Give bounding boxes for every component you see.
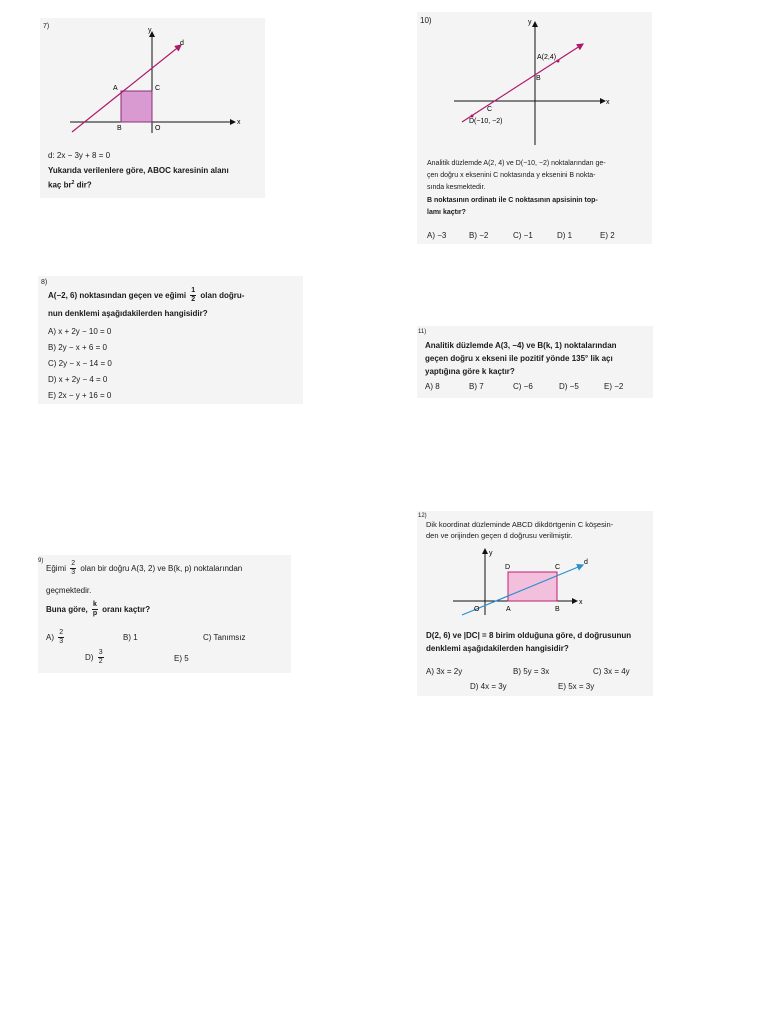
q10-text3: sında kesmektedir.	[427, 184, 486, 191]
numerator: 3	[98, 649, 103, 657]
option-d[interactable]: D) 4x = 3y	[470, 682, 507, 691]
label-d: d	[180, 40, 184, 47]
option-d-fraction	[98, 649, 104, 666]
label-o: O	[474, 606, 480, 613]
q12-bold2: denklemi aşağıdakilerden hangisidir?	[426, 644, 569, 653]
label-y: y	[528, 19, 532, 26]
denominator: 2	[98, 658, 103, 666]
q7-question-line1: Yukarıda verilenlere göre, ABOC karesinin alanı	[48, 166, 229, 175]
label-c: C	[555, 564, 561, 571]
q9-line1	[46, 557, 242, 581]
label-d-point: D	[505, 564, 511, 571]
option-c[interactable]: C) −1	[513, 231, 533, 240]
label-a: A(2,4)	[537, 54, 557, 61]
label-b: B	[117, 125, 122, 132]
q8-bold1	[48, 284, 244, 308]
question-number: 10)	[420, 16, 432, 25]
q8-bold2: nun denklemi aşağıdakilerden hangisidir?	[48, 309, 208, 318]
option-a[interactable]	[46, 627, 66, 649]
option-b[interactable]: B) 2y − x + 6 = 0	[48, 343, 107, 352]
question-number: 9)	[38, 558, 44, 564]
q12-bold1: D(2, 6) ve |DC| = 8 birim olduğuna göre, d doğrusunun	[426, 631, 632, 640]
q10-text2: çen doğru x eksenini C noktasında y eksenini B nokta-	[427, 172, 596, 179]
label-y: y	[489, 550, 493, 557]
q10-text1: Analitik düzlemde A(2, 4) ve D(−10, −2) noktalarından ge-	[427, 160, 606, 167]
question-8	[38, 276, 303, 404]
option-b[interactable]: B) 7	[469, 382, 484, 391]
option-d[interactable]	[85, 647, 106, 669]
q12-text1: Dik koordinat düzleminde ABCD dikdörtgenin C köşesin-	[426, 520, 614, 529]
q12-text2: den ve orijinden geçen d doğrusu verilmiştir.	[426, 531, 573, 540]
option-a[interactable]: A) 8	[425, 382, 440, 391]
slope-fraction	[70, 560, 76, 577]
label-o: O	[155, 125, 161, 132]
question-10	[417, 12, 652, 244]
option-b[interactable]: B) 1	[123, 633, 138, 642]
line-ad	[462, 44, 583, 122]
label-b: B	[536, 75, 541, 82]
option-a[interactable]: A) x + 2y − 10 = 0	[48, 327, 112, 336]
q9-bold-text: Buna göre,	[46, 605, 88, 614]
q9-line2: geçmektedir.	[46, 586, 92, 595]
question-number: 8)	[41, 279, 48, 286]
numerator: 2	[71, 560, 76, 568]
label-d: D(−10, −2)	[469, 118, 503, 125]
option-c[interactable]: C) 3x = 4y	[593, 667, 630, 676]
q12-diagram	[417, 545, 653, 625]
q7-equation: d: 2x − 3y + 8 = 0	[48, 151, 111, 160]
q8-text: A(−2, 6) noktasından geçen ve eğimi	[48, 291, 187, 300]
option-e[interactable]: E) 5x = 3y	[558, 682, 595, 691]
label-y: y	[148, 27, 152, 34]
label-b: B	[555, 606, 560, 613]
option-d[interactable]: D) −5	[559, 382, 579, 391]
numerator: k	[93, 601, 97, 609]
label-x: x	[237, 119, 241, 126]
question-11	[417, 326, 653, 398]
option-b[interactable]: B) 5y = 3x	[513, 667, 550, 676]
option-e[interactable]: E) 5	[174, 654, 189, 663]
question-7	[40, 18, 265, 198]
q7-diagram	[40, 18, 265, 143]
option-e[interactable]: E) 2	[600, 231, 615, 240]
label-a: A	[506, 606, 511, 613]
label-x: x	[606, 99, 610, 106]
question-number: 11)	[418, 329, 427, 335]
option-b[interactable]: B) −2	[469, 231, 489, 240]
square-aboc	[121, 91, 152, 122]
q10-bold2: lamı kaçtır?	[427, 209, 466, 216]
denominator: p	[92, 610, 98, 618]
label-a: A	[113, 85, 118, 92]
option-a-label: A)	[46, 633, 54, 642]
denominator: 2	[191, 296, 196, 304]
option-a[interactable]: A) −3	[427, 231, 447, 240]
denominator: 3	[59, 638, 64, 646]
question-number: 7)	[43, 23, 50, 30]
question-number: 12)	[418, 513, 427, 519]
option-a[interactable]: A) 3x = 2y	[426, 667, 463, 676]
q9-text-end: olan bir doğru A(3, 2) ve B(k, p) noktalarından	[80, 564, 243, 573]
question-9	[38, 555, 291, 673]
option-d[interactable]: D) x + 2y − 4 = 0	[48, 375, 108, 384]
q11-bold2: geçen doğru x ekseni ile pozitif yönde 135° lik açı	[425, 354, 613, 363]
option-d-label: D)	[85, 653, 94, 662]
option-e[interactable]: E) 2x − y + 16 = 0	[48, 391, 112, 400]
q11-bold1: Analitik düzlemde A(3, −4) ve B(k, 1) noktalarından	[425, 341, 617, 350]
slope-fraction	[190, 287, 196, 304]
q7-text: kaç br	[48, 180, 72, 190]
option-d[interactable]: D) 1	[557, 231, 573, 240]
q11-bold3: yaptığına göre k kaçtır?	[425, 367, 515, 376]
q9-bold	[46, 598, 150, 622]
label-d-line: d	[584, 559, 588, 566]
option-a-fraction	[58, 629, 64, 646]
q8-text-end: olan doğru-	[200, 291, 245, 300]
label-c: C	[487, 106, 493, 113]
option-c[interactable]: C) 2y − x − 14 = 0	[48, 359, 112, 368]
option-e[interactable]: E) −2	[604, 382, 624, 391]
label-x: x	[579, 599, 583, 606]
numerator: 1	[191, 287, 196, 295]
q7-text-end: dir?	[74, 180, 92, 190]
q9-text: Eğimi	[46, 564, 67, 573]
numerator: 2	[59, 629, 64, 637]
q9-bold-text-end: oranı kaçtır?	[102, 605, 151, 614]
q10-bold1: B noktasının ordinatı ile C noktasının apsisinin top-	[427, 197, 598, 204]
option-c[interactable]: C) −6	[513, 382, 533, 391]
q10-diagram	[417, 12, 652, 152]
denominator: 3	[71, 569, 76, 577]
q7-question-line2	[48, 178, 92, 191]
label-c: C	[155, 85, 161, 92]
ratio-fraction	[92, 601, 98, 618]
option-c[interactable]: C) Tanımsız	[203, 633, 246, 642]
point-a	[557, 60, 560, 63]
q7-superscript: 2	[71, 180, 75, 186]
question-12	[417, 511, 653, 696]
